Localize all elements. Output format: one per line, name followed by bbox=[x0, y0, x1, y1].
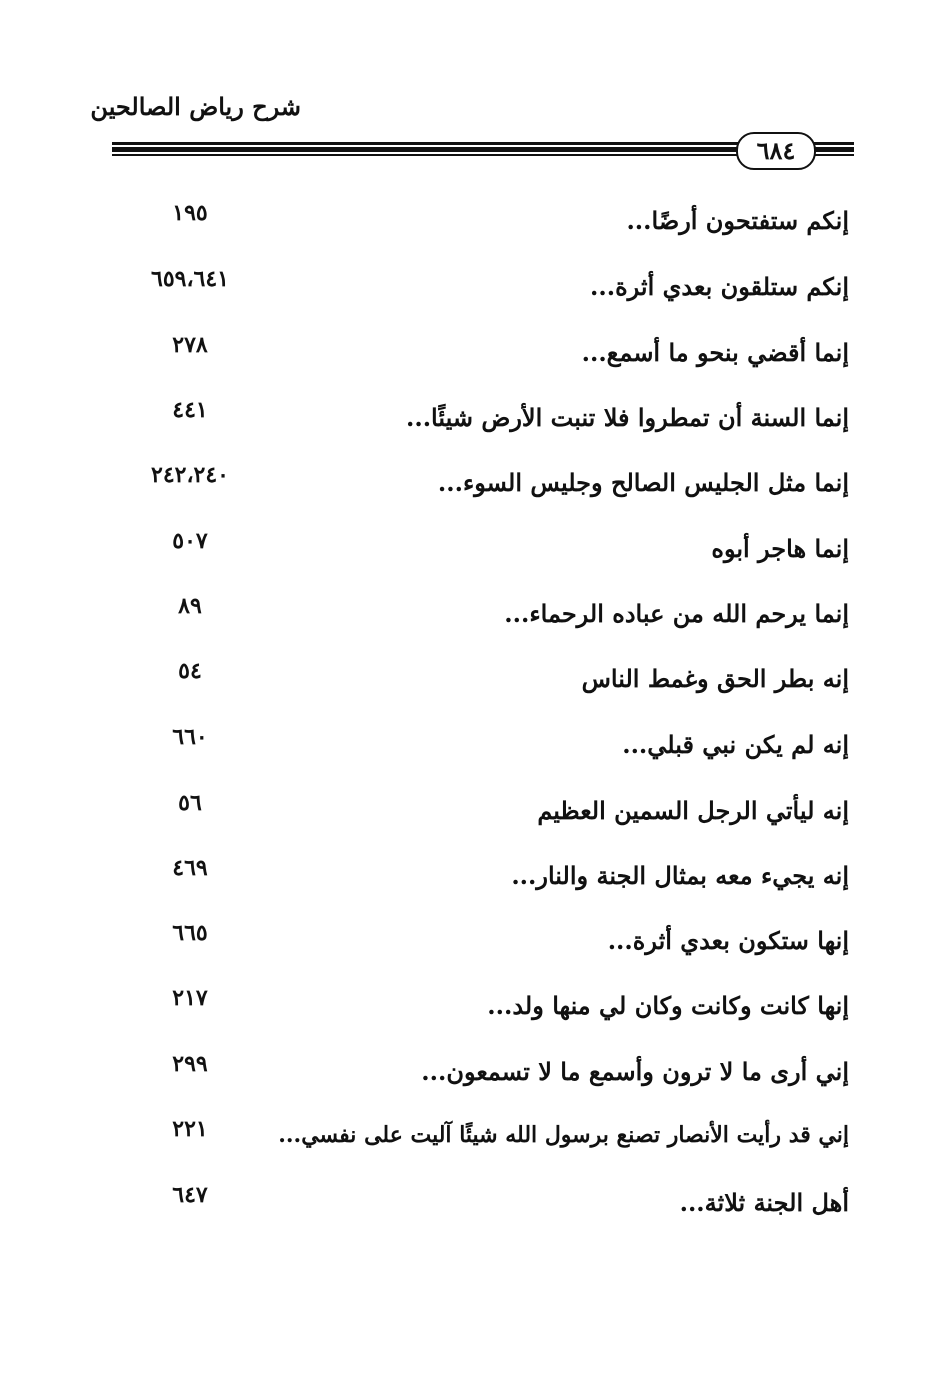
entry-page-refs: ٥٠٧ bbox=[172, 528, 208, 554]
entry-page-refs: ٢٧٨ bbox=[172, 332, 208, 358]
entry-page-refs: ٢٩٩ bbox=[172, 1051, 208, 1077]
entry-page-refs: ٥٤ bbox=[178, 658, 202, 684]
entry-text: إنما أقضي بنحو ما أسمع... bbox=[581, 338, 849, 367]
entry-text: إنكم ستلقون بعدي أثرة... bbox=[590, 272, 849, 301]
entry-text: إني قد رأيت الأنصار تصنع برسول الله شيئًا آليت على نفسي... bbox=[278, 1122, 849, 1148]
entry-text: إنما مثل الجليس الصالح وجليس السوء... bbox=[437, 468, 849, 497]
running-header-title: شرح رياض الصالحين bbox=[90, 92, 301, 121]
entry-page-refs: ٢١٧ bbox=[172, 985, 208, 1011]
index-entry bbox=[0, 397, 949, 447]
index-entry bbox=[0, 985, 949, 1035]
entry-text: إني أرى ما لا ترون وأسمع ما لا تسمعون... bbox=[421, 1057, 849, 1086]
index-entry bbox=[0, 332, 949, 382]
entry-text: إنما هاجر أبوه bbox=[711, 534, 849, 563]
entry-text: إنه بطر الحق وغمط الناس bbox=[581, 664, 849, 693]
entry-page-refs: ٤٤١ bbox=[172, 397, 208, 423]
entry-page-refs: ٨٩ bbox=[178, 593, 202, 619]
index-entry bbox=[0, 1051, 949, 1101]
entry-text: إنه لم يكن نبي قبلي... bbox=[622, 730, 849, 759]
entry-text: إنها ستكون بعدي أثرة... bbox=[607, 926, 849, 955]
index-entry bbox=[0, 528, 949, 578]
entry-page-refs: ٥٦ bbox=[178, 790, 202, 816]
index-entry bbox=[0, 593, 949, 643]
entry-text: إنه ليأتي الرجل السمين العظيم bbox=[537, 796, 849, 825]
entry-page-refs: ٦٦٠ bbox=[172, 724, 208, 750]
entry-text: أهل الجنة ثلاثة... bbox=[679, 1188, 849, 1217]
entry-page-refs: ٦٤٧ bbox=[172, 1182, 208, 1208]
index-entry bbox=[0, 1116, 949, 1166]
index-entry bbox=[0, 462, 949, 512]
entry-text: إنما يرحم الله من عباده الرحماء... bbox=[504, 599, 849, 628]
index-entry bbox=[0, 200, 949, 250]
index-entry bbox=[0, 1182, 949, 1232]
index-entry bbox=[0, 920, 949, 970]
entry-text: إنكم ستفتحون أرضًا... bbox=[626, 206, 849, 235]
entry-text: إنما السنة أن تمطروا فلا تنبت الأرض شيئًا... bbox=[405, 403, 849, 432]
index-entry bbox=[0, 790, 949, 840]
entry-page-refs: ٢٤٢،٢٤٠ bbox=[151, 462, 229, 488]
entry-page-refs: ٤٦٩ bbox=[172, 855, 208, 881]
page-number: ٦٨٤ bbox=[736, 132, 816, 170]
entry-page-refs: ٦٦٥ bbox=[172, 920, 208, 946]
entry-text: إنه يجيء معه بمثال الجنة والنار... bbox=[511, 861, 849, 890]
entry-page-refs: ٢٢١ bbox=[172, 1116, 208, 1142]
index-entry bbox=[0, 724, 949, 774]
index-entry bbox=[0, 855, 949, 905]
index-entry bbox=[0, 266, 949, 316]
entry-page-refs: ٦٥٩،٦٤١ bbox=[151, 266, 229, 292]
index-entry bbox=[0, 658, 949, 708]
entry-page-refs: ١٩٥ bbox=[172, 200, 208, 226]
entry-text: إنها كانت وكانت وكان لي منها ولد... bbox=[487, 991, 849, 1020]
